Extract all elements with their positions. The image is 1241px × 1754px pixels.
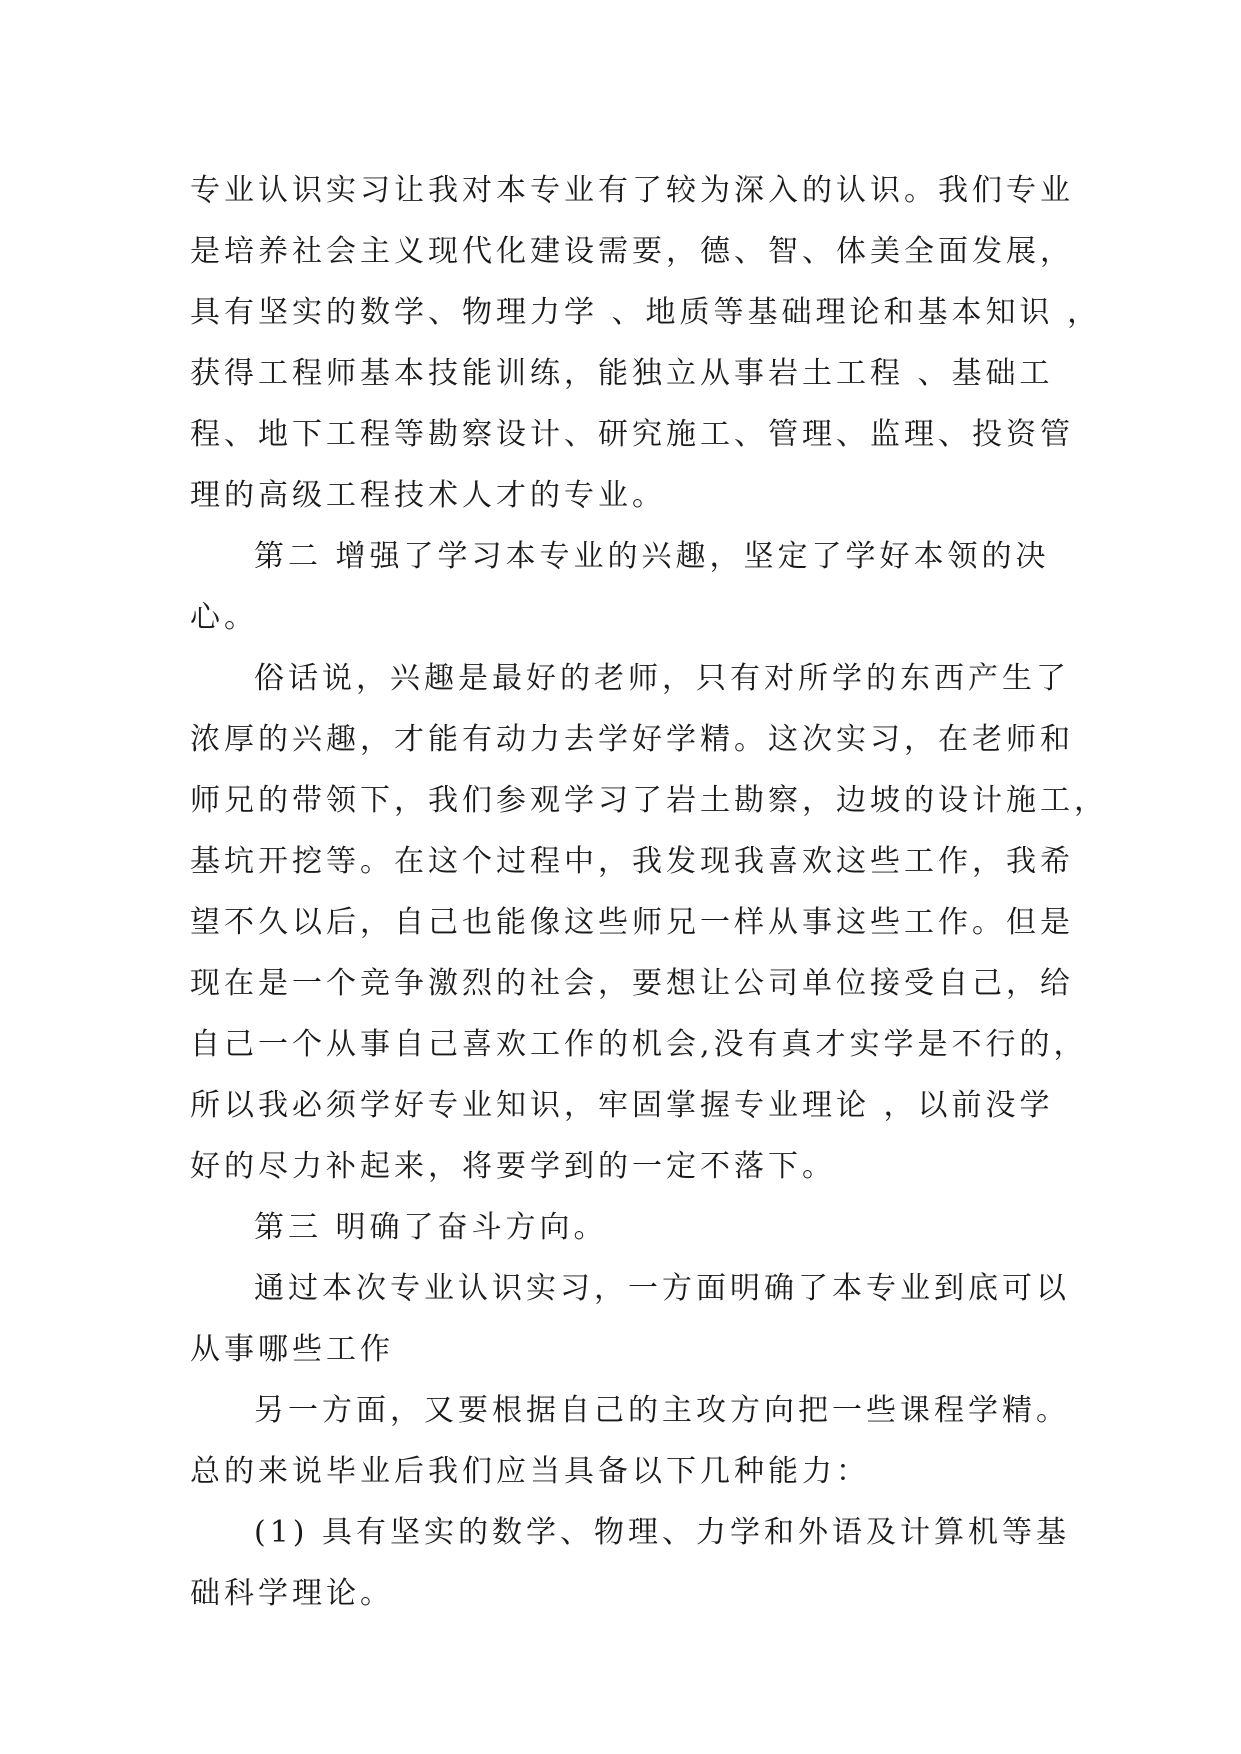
text-line: 通过本次专业认识实习，一方面明确了本专业到底可以 bbox=[254, 1271, 1070, 1306]
text-line: 自己一个从事自己喜欢工作的机会,没有真才实学是不行的， bbox=[190, 1027, 1088, 1062]
text-line: 具有坚实的数学、物理力学 、地质等基础理论和基本知识 ， bbox=[190, 295, 1102, 330]
text-line: 理的高级工程技术人才的专业。 bbox=[190, 478, 666, 513]
text-line: 浓厚的兴趣，才能有动力去学好学精。这次实习，在老师和 bbox=[190, 722, 1074, 757]
text-line: 俗话说，兴趣是最好的老师，只有对所学的东西产生了 bbox=[254, 661, 1070, 696]
text-line: 是培养社会主义现代化建设需要，德、智、体美全面发展， bbox=[190, 234, 1074, 269]
text-line: 础科学理论。 bbox=[190, 1576, 394, 1611]
text-line: 获得工程师基本技能训练，能独立从事岩土工程 、基础工 bbox=[190, 356, 1054, 391]
text-line: 程、地下工程等勘察设计、研究施工、管理、监理、投资管 bbox=[190, 417, 1074, 452]
text-line: 另一方面，又要根据自己的主攻方向把一些课程学精。 bbox=[254, 1393, 1070, 1428]
text-line: 专业认识实习让我对本专业有了较为深入的认识。我们专业 bbox=[190, 173, 1074, 208]
text-line: 从事哪些工作 bbox=[190, 1332, 394, 1367]
text-line: 所以我必须学好专业知识，牢固掌握专业理论 ，以前没学 bbox=[190, 1088, 1054, 1123]
text-line: 望不久以后，自己也能像这些师兄一样从事这些工作。但是 bbox=[190, 905, 1074, 940]
text-line: 现在是一个竞争激烈的社会，要想让公司单位接受自己，给 bbox=[190, 966, 1074, 1001]
text-line: 基坑开挖等。在这个过程中，我发现我喜欢这些工作，我希 bbox=[190, 844, 1074, 879]
text-line: 总的来说毕业后我们应当具备以下几种能力： bbox=[190, 1454, 870, 1489]
document-body bbox=[190, 160, 1108, 1624]
section-heading-3: 第三 明确了奋斗方向。 bbox=[254, 1210, 608, 1245]
list-item: (1) 具有坚实的数学、物理、力学和外语及计算机等基 bbox=[254, 1515, 1071, 1550]
section-heading-2: 第二 增强了学习本专业的兴趣，坚定了学好本领的决 bbox=[254, 539, 1050, 574]
text-line: 好的尽力补起来，将要学到的一定不落下。 bbox=[190, 1149, 836, 1184]
text-line: 师兄的带领下，我们参观学习了岩土勘察，边坡的设计施工， bbox=[190, 783, 1108, 818]
text-line: 心。 bbox=[190, 600, 258, 635]
